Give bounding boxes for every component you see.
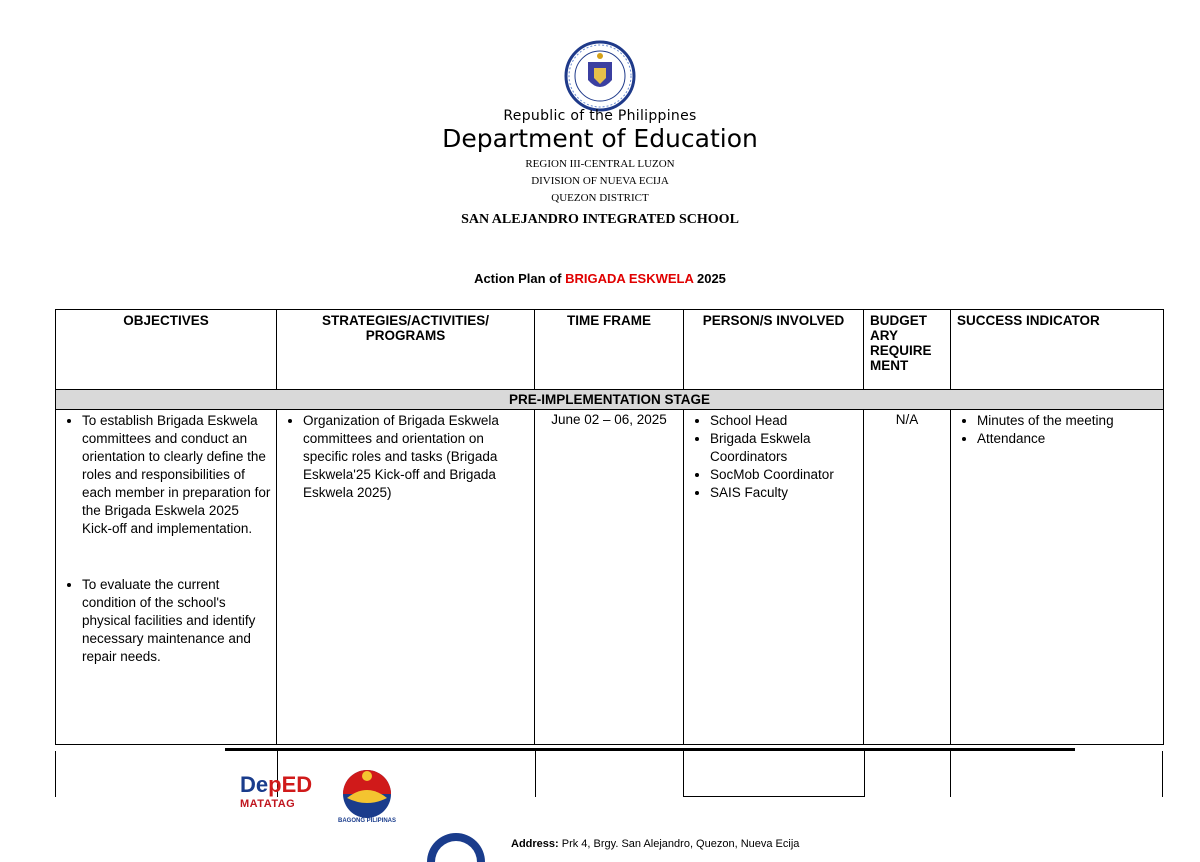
plan-title-prefix: Action Plan of (474, 271, 566, 286)
time-frame-cell: June 02 – 06, 2025 (535, 410, 684, 745)
stage-row (56, 390, 1164, 410)
deped-wordmark-ped: pED (268, 772, 313, 797)
person-item-3: • SocMob Coordinator (710, 466, 859, 484)
objective-item-1: • To establish Brigada Eskwela committees and conduct an orientation to clearly define the roles and responsibilities of each member in preparation for the Brigada Eskwela 2025 Kick-off and implementation. (82, 412, 272, 538)
republic-heading: Republic of the Philippines (503, 108, 697, 124)
header-time-frame: TIME FRAME (535, 310, 684, 390)
strategy-item-1: • Organization of Brigada Eskwela committees and orientation on specific roles and tasks (Brigada Eskwela'25 Kick-off and Brigada Eskwela 2025) (303, 412, 530, 502)
stage-label: PRE-IMPLEMENTATION STAGE (56, 390, 1164, 410)
header-persons: PERSON/S INVOLVED (684, 310, 864, 390)
table-continuation-line (535, 751, 536, 797)
action-plan-table (55, 309, 1164, 745)
school-seal-icon (425, 832, 487, 862)
objectives-cell (56, 410, 277, 745)
address-label: Address: (511, 838, 559, 850)
matatag-wordmark: MATATAG (240, 798, 296, 810)
table-row (56, 410, 1164, 745)
deped-wordmark-de: De (240, 772, 269, 797)
person-item-4: • SAIS Faculty (710, 484, 859, 502)
header-success: SUCCESS INDICATOR (951, 310, 1164, 390)
success-item-2: • Attendance (977, 430, 1159, 448)
bagong-pilipinas-logo-icon (327, 762, 407, 822)
strategies-cell (277, 410, 535, 745)
table-continuation-line (950, 751, 951, 797)
plan-title-suffix: 2025 (693, 271, 726, 286)
plan-title-highlight: BRIGADA ESKWELA (565, 271, 694, 286)
footer-divider (225, 748, 1075, 751)
table-continuation-line (55, 751, 56, 797)
budget-cell: N/A (864, 410, 951, 745)
success-cell (951, 410, 1164, 745)
plan-title (0, 271, 1200, 286)
deped-wordmark (240, 772, 313, 798)
table-header-row (56, 310, 1164, 390)
deped-seal-icon (558, 40, 642, 112)
table-continuation-box (683, 751, 865, 797)
address-value: Prk 4, Brgy. San Alejandro, Quezon, Nueva Ecija (558, 838, 800, 850)
header-objectives: OBJECTIVES (56, 310, 277, 390)
success-item-1: • Minutes of the meeting (977, 412, 1159, 430)
division-heading: DIVISION OF NUEVA ECIJA (531, 175, 669, 187)
header-strategies: STRATEGIES/ACTIVITIES/ PROGRAMS (277, 310, 535, 390)
region-heading: REGION III-CENTRAL LUZON (525, 158, 675, 170)
objective-item-2: • To evaluate the current condition of the school's physical facilities and identify necessary maintenance and repair needs. (82, 576, 272, 666)
deped-logo (240, 772, 313, 810)
person-item-1: • School Head (710, 412, 859, 430)
bagong-pilipinas-text: BAGONG PILIPINAS (337, 818, 396, 824)
header-budget: BUDGET ARY REQUIRE MENT (864, 310, 951, 390)
school-address (511, 838, 799, 850)
district-heading: QUEZON DISTRICT (551, 192, 649, 204)
persons-cell (684, 410, 864, 745)
department-heading: Department of Education (442, 124, 758, 153)
person-item-2: • Brigada Eskwela Coordinators (710, 430, 859, 466)
table-continuation-line (1162, 751, 1163, 797)
school-name: SAN ALEJANDRO INTEGRATED SCHOOL (461, 212, 739, 227)
